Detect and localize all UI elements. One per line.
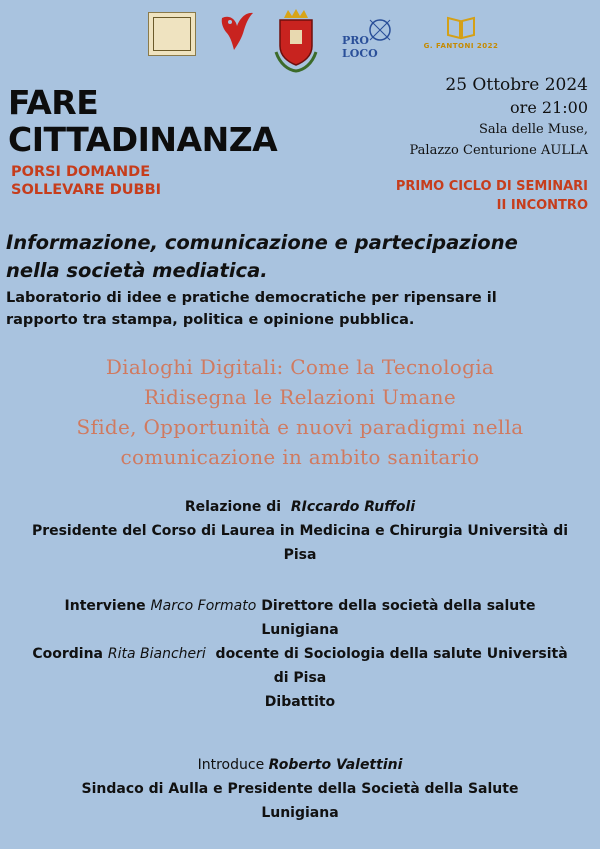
interviene-label: Interviene (64, 598, 146, 614)
event-time: ore 21:00 (510, 98, 588, 117)
event-date: 25 Ottobre 2024 (445, 75, 588, 95)
headline-line-2: nella società mediatica. (6, 259, 268, 282)
relazione-role-1: Presidente del Corso di Laurea in Medicina e Chirurgia Università di (31, 523, 569, 539)
relazione-label: Relazione di (184, 499, 282, 515)
headline-line-1: Informazione, comunicazione e partecipazione (6, 231, 518, 254)
relazione-role-2: Pisa (283, 547, 317, 563)
introduce-speaker: Roberto Valettini (268, 757, 403, 773)
subtitle (11, 163, 161, 199)
theme-headline (6, 229, 596, 285)
interviene-role-1: Direttore della società della salute (261, 598, 536, 614)
association-logo (148, 12, 196, 56)
interventions-block (0, 594, 600, 714)
coordina-role-2: di Pisa (273, 670, 327, 686)
cycle-label: PRIMO CICLO DI SEMINARI (395, 179, 588, 194)
event-place: Palazzo Centurione AULLA (409, 143, 588, 158)
introduce-role-1: Sindaco di Aulla e Presidente della Società della Salute (81, 781, 519, 797)
title-line-1: FARE (8, 83, 99, 122)
talk-title-line-2: Ridisegna le Relazioni Umane (144, 385, 456, 409)
introduce-role-2: Lunigiana (261, 805, 339, 821)
pro-loco-logo (340, 12, 406, 60)
talk-title-line-1: Dialoghi Digitali: Come la Tecnologia (105, 355, 495, 379)
coordina-label: Coordina (32, 646, 103, 662)
subtitle-line-1: PORSI DOMANDE (11, 164, 151, 180)
red-bird-logo (220, 10, 254, 56)
relazione-block (0, 495, 600, 567)
pro-loco-text: PRO LOCO (342, 34, 378, 60)
lab-line-1: Laboratorio di idee e pratiche democratiche per ripensare il (6, 290, 497, 306)
fantoni-logo (420, 12, 502, 60)
meeting-label: II INCONTRO (496, 198, 588, 213)
event-venue: Sala delle Muse, (478, 122, 588, 137)
page-title (8, 84, 277, 158)
talk-title-line-3: Sfide, Opportunità e nuovi paradigmi nella (76, 415, 524, 439)
town-coat-of-arms (270, 8, 322, 78)
talk-title (0, 352, 600, 472)
title-line-2: CITTADINANZA (8, 120, 278, 159)
coordina-role-1: docente di Sociologia della salute Università (215, 646, 568, 662)
event-info (410, 74, 588, 161)
lab-line-2: rapporto tra stampa, politica e opinione pubblica. (6, 312, 415, 328)
seminar-cycle (396, 177, 588, 215)
logo-strip (0, 8, 600, 78)
subtitle-line-2: SOLLEVARE DUBBI (11, 182, 162, 198)
talk-title-line-4: comunicazione in ambito sanitario (120, 445, 480, 469)
introduce-label: Introduce (197, 757, 265, 773)
interviene-speaker: Marco Formato (150, 598, 257, 614)
introduction-block (0, 753, 600, 825)
interviene-role-2: Lunigiana (261, 622, 339, 638)
relazione-speaker: RIccardo Ruffoli (290, 499, 416, 515)
fantoni-text: G. FANTONI 2022 (423, 42, 499, 50)
lab-description (6, 287, 596, 331)
dibattito: Dibattito (264, 694, 336, 710)
coordina-speaker: Rita Biancheri (107, 646, 206, 662)
